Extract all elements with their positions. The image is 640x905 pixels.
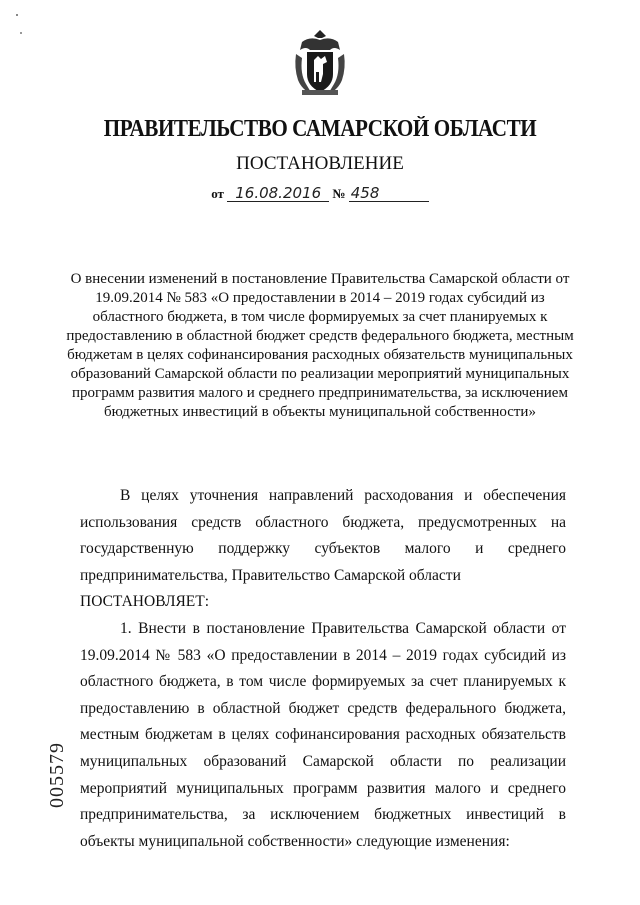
resolves-heading: ПОСТАНОВЛЯЕТ: <box>80 593 210 611</box>
serial-number: 005579 <box>46 742 68 808</box>
document-body <box>80 483 566 855</box>
date-prefix: от <box>211 186 224 201</box>
scan-speck <box>16 14 18 16</box>
handwritten-date: 16.08.2016 <box>227 186 329 202</box>
number-prefix: № <box>332 186 346 201</box>
scan-speck <box>20 32 22 34</box>
document-type: ПОСТАНОВЛЕНИЕ <box>236 153 404 174</box>
coat-of-arms-icon <box>292 28 348 98</box>
handwritten-number: 458 <box>349 186 429 202</box>
item-1-paragraph: 1. Внести в постановление Правительства Самарской области от 19.09.2014 № 583 «О предоставлении в 2014 – 2019 годах субсидий из областного бюджета, в том числе формируемых за счет планируемых к предоставлению в областной бюджет средств федерального бюджета, местным бюджетам в целях софинансирования расходных обязательств муниципальных образований Самарской области по реализации мероприятий муниципальных программ развития малого и среднего предпринимательства, за исключением бюджетных инвестиций в объекты муниципальной собственности» следующие изменения: <box>80 619 566 850</box>
date-number-line <box>0 186 640 202</box>
document-subject: О внесении изменений в постановление Правительства Самарской области от 19.09.2014 № 583 «О предоставлении в 2014 – 2019 годах субсидий из областного бюджета, в том числе формируемых за счет планируемых к предоставлению в областной бюджет средств федерального бюджета, местным бюджетам в целях софинансирования расходных обязательств муниципальных образований Самарской области по реализации мероприятий муниципальных программ развития малого и среднего предпринимательства, за исключением бюджетных инвестиций в объекты муниципальной собственности» <box>66 271 574 420</box>
preamble-paragraph: В целях уточнения направлений расходования и обеспечения использования средств областного бюджета, предусмотренных на государственную поддержку субъектов малого и среднего предпринимательства, Правительство Самарской области <box>80 487 566 584</box>
government-title: ПРАВИТЕЛЬСТВО САМАРСКОЙ ОБЛАСТИ <box>103 116 537 142</box>
